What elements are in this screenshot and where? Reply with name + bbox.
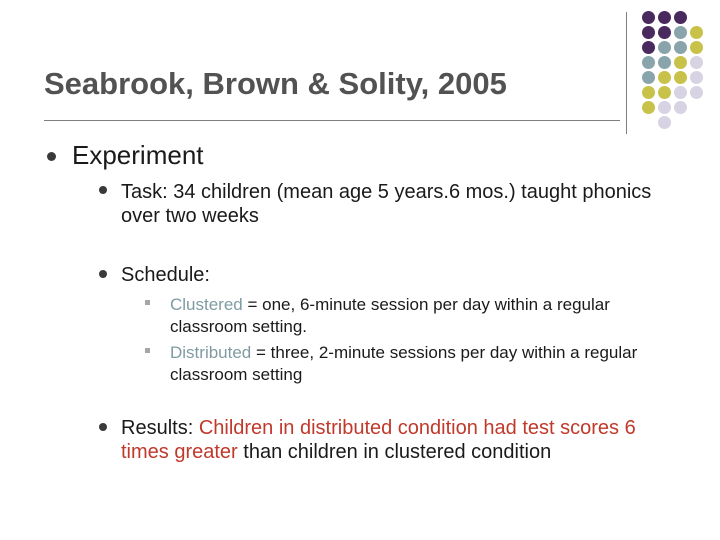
decor-dot — [690, 71, 703, 84]
bullet-results — [121, 416, 636, 464]
decor-dot — [690, 86, 703, 99]
decor-dot — [642, 71, 655, 84]
decor-dot — [642, 86, 655, 99]
decor-dot — [690, 26, 703, 39]
decor-dot — [658, 41, 671, 54]
decor-dot — [674, 101, 687, 114]
title-underline — [44, 120, 620, 121]
decor-dot — [642, 101, 655, 114]
distributed-term: Distributed — [170, 343, 252, 362]
bullet-icon — [99, 270, 107, 278]
slide-title: Seabrook, Brown & Solity, 2005 — [44, 66, 507, 101]
decor-dot — [658, 56, 671, 69]
decor-dot — [674, 71, 687, 84]
decor-dot — [674, 11, 687, 24]
decor-dot — [642, 41, 655, 54]
square-bullet-icon — [145, 300, 150, 305]
sub-bullet-distributed — [170, 342, 670, 386]
bullet-task: Task: 34 children (mean age 5 years.6 mos.) taught phonics over two weeks — [121, 181, 652, 227]
results-prefix: Results: — [121, 417, 199, 439]
decor-dot — [658, 11, 671, 24]
clustered-term: Clustered — [170, 295, 243, 314]
decor-dot — [658, 26, 671, 39]
decor-dot — [674, 41, 687, 54]
decor-dot — [674, 56, 687, 69]
decor-dot — [690, 41, 703, 54]
bullet-icon — [99, 423, 107, 431]
decor-dot — [642, 26, 655, 39]
decor-dot — [674, 86, 687, 99]
decor-dot — [658, 71, 671, 84]
decor-dot — [642, 11, 655, 24]
decor-dot — [674, 26, 687, 39]
bullet-schedule: Schedule: — [121, 264, 210, 286]
decor-dot — [658, 101, 671, 114]
decor-dot — [642, 56, 655, 69]
results-suffix: than children in clustered condition — [237, 441, 552, 463]
title-vertical-rule — [626, 12, 627, 134]
distributed-description: = three, 2-minute sessions per day within a regular classroom setting — [170, 343, 638, 385]
decor-dot — [658, 116, 671, 129]
decor-dot — [690, 56, 703, 69]
bullet-icon — [99, 186, 107, 194]
results-highlight: Children in distributed condition had test scores 6 times greater — [121, 417, 636, 463]
square-bullet-icon — [145, 348, 150, 353]
clustered-description: = one, 6-minute session per day within a regular classroom setting. — [170, 295, 610, 337]
sub-bullet-clustered — [170, 294, 670, 338]
bullet-icon — [47, 152, 56, 161]
decor-dot — [658, 86, 671, 99]
bullet-experiment: Experiment — [72, 140, 204, 170]
